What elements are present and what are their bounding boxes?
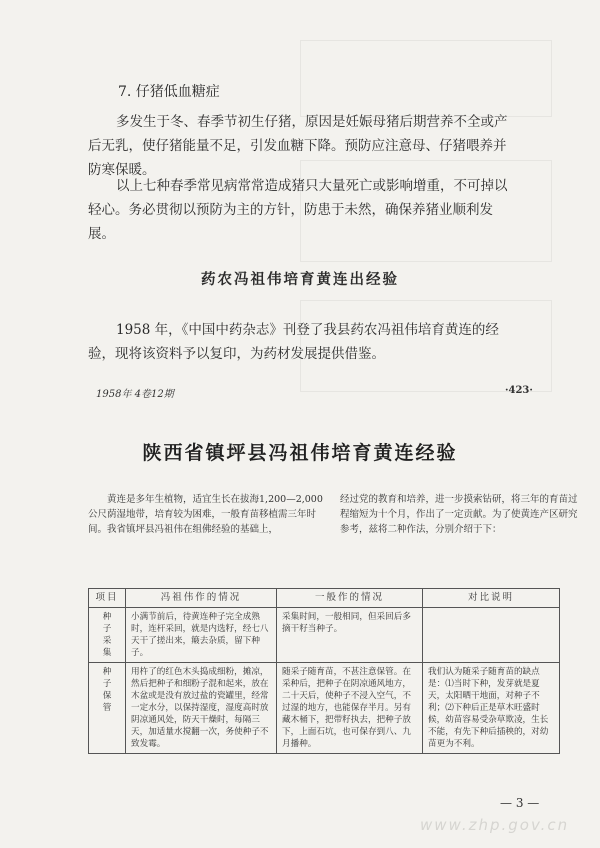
- section-heading: 7. 仔猪低血糖症: [118, 84, 220, 100]
- table-row: [89, 663, 560, 754]
- bleed-through-box: [300, 40, 552, 117]
- table-header-cell: 对比说明: [423, 589, 560, 608]
- table-cell-general: 随采子随育苗，不甚注意保管。在采种后，把种子在阴凉通风地方，二十天后，使种子不浸入空气，不过湿的地方，也能保存半月。另有藏木桶下，把带籽执去，把种子放下，上面石坑，也可保存到八、九月播种。: [277, 663, 423, 754]
- table-header-cell: 一般作的情况: [277, 589, 423, 608]
- sub-section-paragraph: 1958 年，《中国中药杂志》刊登了我县药农冯祖伟培育黄连的经验，现将该资料予以复印，为药材发展提供借鉴。: [88, 322, 499, 362]
- table-cell-feng: 小满节前后，待黄连种子完全成熟时，连杆采回，就是内选籽，经七八天干了搓出来，簸去杂质，留下种子。: [126, 608, 277, 663]
- reprint-issue-line: 1958年 4卷12期: [96, 389, 174, 400]
- table-cell-general: 采集时间，一般相同，但采回后多摘干籽当种子。: [277, 608, 423, 663]
- table-header-row: [89, 589, 560, 608]
- table-cell-note: 我们认为随采子随育苗的缺点是：⑴当时下种，发芽就是夏天，太阳晒干地面，对种子不利；⑵下种后正是草木旺盛时候，幼苗容易受杂草欺凌，生长不能，有先下种后插秧的，对幼苗更为不利。: [423, 663, 560, 754]
- section-paragraph: 以上七种春季常见病常常造成猪只大量死亡或影响增重，不可掉以轻心。务必贯彻以预防为主的方针，防患于未然，确保养猪业顺利发展。: [88, 178, 508, 242]
- table-header-cell: 冯祖伟作的情况: [126, 589, 277, 608]
- table-cell-note: [423, 608, 560, 663]
- watermark-text: www.zhp.gov.cn: [420, 816, 570, 834]
- comparison-table: [88, 588, 560, 754]
- sub-section-heading: 药农冯祖伟培育黄连出经验: [201, 271, 399, 288]
- section-paragraph: 多发生于冬、春季节初生仔猪，原因是妊娠母猪后期营养不全或产后无乳，使仔猪能量不足，引发血糖下降。预防应注意母、仔猪喂养并防寒保暖。: [88, 114, 508, 178]
- reprint-title: 陕西省镇坪县冯祖伟培育黄连经验: [142, 442, 458, 464]
- reprint-page-ref: ·423·: [505, 385, 533, 396]
- page-number: — 3 —: [500, 796, 540, 810]
- reprint-intro-right: 经过党的教育和培养，进一步摸索钻研，将三年的育苗过程缩短为十个月，作出了一定贡献。为了使黄连产区研究参考，兹将二种作法，分别介绍于下：: [340, 494, 578, 535]
- table-header-cell: 项目: [89, 589, 126, 608]
- table-row: [89, 608, 560, 663]
- reprint-intro-left: 黄连是多年生植物，适宜生长在拔海1,200—2,000公尺荫湿地带，培育较为困难，一般育苗移植需三年时间。我省镇坪县冯祖伟在组佛经验的基础上，: [88, 494, 323, 535]
- table-row-item: 种 子 采 集: [89, 608, 126, 663]
- table-cell-feng: 用杵了的红色木头捣成细粉，摊凉，然后把种子和细粉子混和起来，放在木盆或是没有放过盐的瓷罐里，经常一定水分，以保持湿度，湿度高时放阴凉通风处，防天干燥时，每隔三天，加适量水搅翻一次，务使种子不致发霉。: [126, 663, 277, 754]
- table-row-item: 种 子 保 管: [89, 663, 126, 754]
